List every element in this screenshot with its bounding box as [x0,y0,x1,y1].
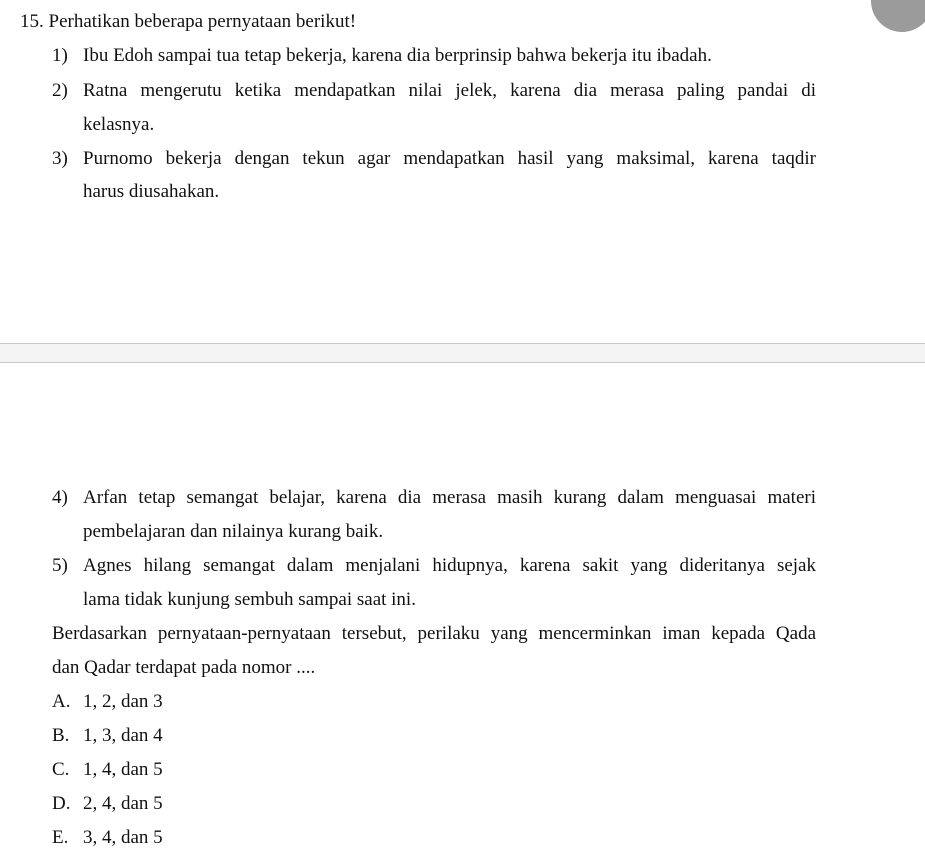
option-d[interactable] [52,794,163,814]
option-c[interactable] [52,760,163,780]
option-text: 1, 4, dan 5 [83,759,163,780]
statement-text-cont: harus diusahakan. [83,181,220,202]
statement-number: 2) [52,80,68,101]
option-text: 2, 4, dan 5 [83,793,163,814]
page-break [0,343,925,363]
statement-number: 5) [52,555,68,576]
statement-text: Agnes hilang semangat dalam menjalani hidupnya, karena sakit yang dideritanya sejak [83,555,816,576]
question-prompt: Perhatikan beberapa pernyataan berikut! [48,11,357,32]
option-letter: D. [52,793,71,814]
option-text: 1, 3, dan 4 [83,725,163,746]
option-letter: B. [52,725,70,746]
option-text: 1, 2, dan 3 [83,691,163,712]
question-stem: Berdasarkan pernyataan-pernyataan tersebut, perilaku yang mencerminkan iman kepada Qada [52,623,816,644]
option-e[interactable] [52,828,163,848]
option-letter: C. [52,759,70,780]
question-stem-cont: dan Qadar terdapat pada nomor .... [52,657,316,678]
statement-text-cont: kelasnya. [83,114,155,135]
statement-text: Ratna mengerutu ketika mendapatkan nilai jelek, karena dia merasa paling pandai di [83,80,816,101]
statement-text: Arfan tetap semangat belajar, karena dia merasa masih kurang dalam menguasai materi [83,487,816,508]
option-b[interactable] [52,726,163,746]
statement-text-cont: lama tidak kunjung sembuh sampai saat ini. [83,589,416,610]
statement-text: Ibu Edoh sampai tua tetap bekerja, karena dia berprinsip bahwa bekerja itu ibadah. [83,45,712,66]
option-letter: E. [52,827,69,848]
statement-number: 4) [52,487,68,508]
option-text: 3, 4, dan 5 [83,827,163,848]
statement-number: 1) [52,45,68,66]
option-a[interactable] [52,692,163,712]
statement-number: 3) [52,148,68,169]
question-header [20,12,356,32]
option-letter: A. [52,691,71,712]
question-number: 15. [20,11,44,32]
statement-text: Purnomo bekerja dengan tekun agar mendapatkan hasil yang maksimal, karena taqdir [83,148,816,169]
statement-text-cont: pembelajaran dan nilainya kurang baik. [83,521,384,542]
